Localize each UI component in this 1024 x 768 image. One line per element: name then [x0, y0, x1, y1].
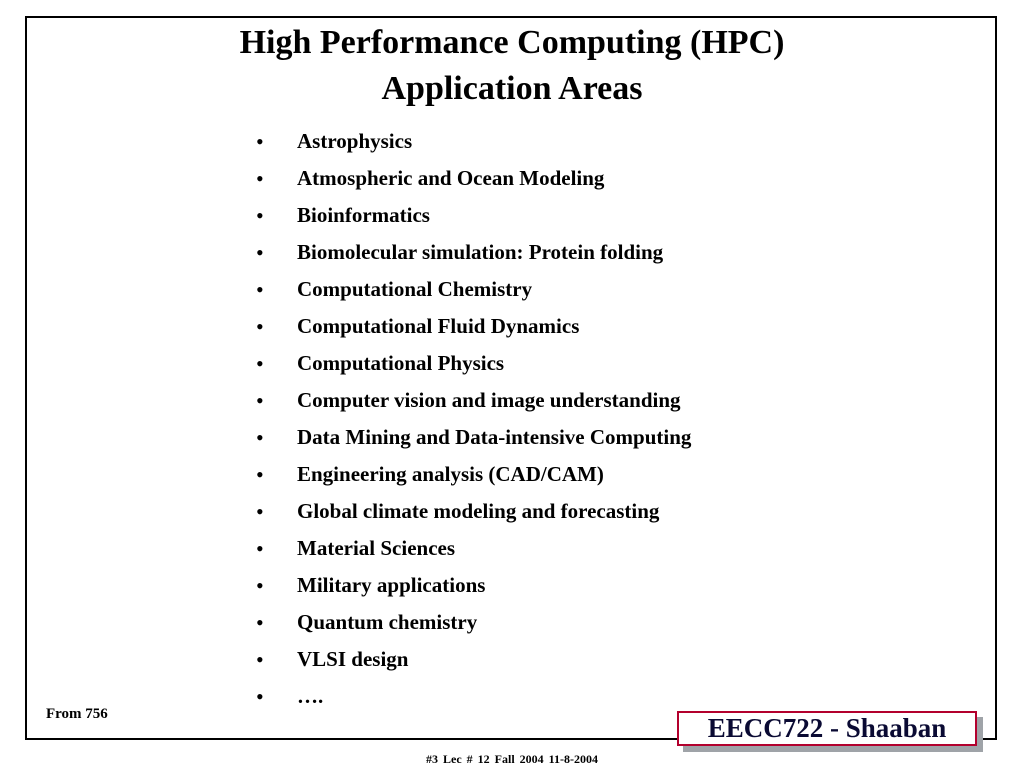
bullet-text: VLSI design [297, 647, 409, 671]
slide-title-line-2: Application Areas [381, 70, 643, 107]
bullet-dot-icon: • [256, 314, 264, 339]
bullet-text: Atmospheric and Ocean Modeling [297, 166, 605, 190]
bullet-dot-icon: • [256, 647, 264, 672]
bullet-dot-icon: • [256, 129, 264, 154]
bullet-dot-icon: • [256, 240, 264, 265]
course-badge [677, 711, 983, 752]
bullet-dot-icon: • [256, 203, 264, 228]
bullet-text: Computer vision and image understanding [297, 388, 681, 412]
bullet-text: Military applications [297, 573, 486, 597]
bullet-dot-icon: • [256, 425, 264, 450]
bullet-text: Quantum chemistry [297, 610, 478, 634]
slide-title [0, 20, 1024, 112]
bullet-dot-icon: • [256, 610, 264, 635]
bullet-text: Computational Physics [297, 351, 505, 375]
bullet-dot-icon: • [256, 277, 264, 302]
bullet-dot-icon: • [256, 499, 264, 524]
bullet-dot-icon: • [256, 388, 264, 413]
bullet-text: …. [297, 684, 324, 708]
bullet-dot-icon: • [256, 573, 264, 598]
course-badge-label: EECC722 - Shaaban [677, 711, 977, 746]
slide-frame [25, 16, 997, 740]
bullet-text: Astrophysics [297, 129, 413, 153]
bullet-text: Bioinformatics [297, 203, 430, 227]
bullet-text: Material Sciences [297, 536, 456, 560]
bullet-dot-icon: • [256, 536, 264, 561]
bullet-text: Biomolecular simulation: Protein folding [297, 240, 664, 264]
slide-title-line-1: High Performance Computing (HPC) [239, 24, 785, 61]
bullet-dot-icon: • [256, 166, 264, 191]
bullet-text: Engineering analysis (CAD/CAM) [297, 462, 604, 486]
bullet-dot-icon: • [256, 351, 264, 376]
bullet-dot-icon: • [256, 684, 264, 709]
bullet-text: Computational Fluid Dynamics [297, 314, 580, 338]
bullet-text: Data Mining and Data-intensive Computing [297, 425, 692, 449]
source-note: From 756 [46, 706, 108, 722]
bullet-text: Computational Chemistry [297, 277, 533, 301]
footer-slide-info: #3 Lec # 12 Fall 2004 11-8-2004 [426, 752, 598, 766]
bullet-dot-icon: • [256, 462, 264, 487]
bullet-text: Global climate modeling and forecasting [297, 499, 660, 523]
